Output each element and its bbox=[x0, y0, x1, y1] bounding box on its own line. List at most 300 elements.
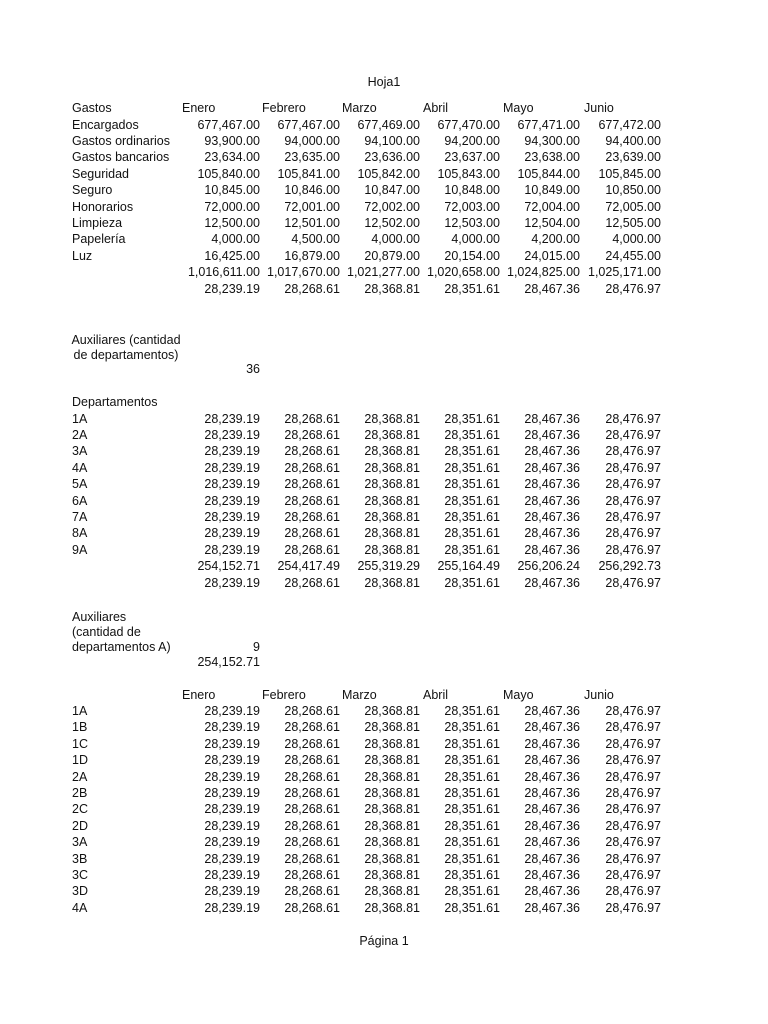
auxiliares-a-label-line1: Auxiliares bbox=[72, 610, 127, 624]
unit-row bbox=[0, 818, 768, 834]
cell-value: 28,239.19 bbox=[204, 526, 260, 541]
cell-value: 105,840.00 bbox=[197, 166, 260, 181]
cell-value: 677,467.00 bbox=[197, 117, 260, 132]
gastos-row bbox=[0, 231, 768, 247]
cell-value: 28,239.19 bbox=[204, 704, 260, 718]
cell-value: 20,879.00 bbox=[364, 248, 420, 263]
cell-value: 105,844.00 bbox=[517, 166, 580, 181]
cell-value: 94,200.00 bbox=[444, 133, 500, 148]
cell-value: 28,467.36 bbox=[524, 900, 580, 915]
cell-value: 1,024,825.00 bbox=[507, 265, 580, 280]
cell-value: 4,000.00 bbox=[211, 232, 260, 247]
cell-value: 28,351.61 bbox=[444, 884, 500, 899]
cell-value: 28,467.36 bbox=[524, 884, 580, 899]
cell-value: 28,351.61 bbox=[444, 427, 500, 442]
departamento-row bbox=[0, 476, 768, 492]
month-header: Junio bbox=[584, 101, 614, 115]
cell-value: 28,467.36 bbox=[524, 720, 580, 735]
cell-value: 4,000.00 bbox=[451, 232, 500, 247]
cell-value: 28,368.81 bbox=[364, 884, 420, 899]
cell-value: 28,351.61 bbox=[444, 900, 500, 915]
row-label: 1C bbox=[72, 736, 88, 751]
cell-value: 23,635.00 bbox=[284, 150, 340, 165]
departamento-row bbox=[0, 558, 768, 574]
row-label: 1B bbox=[72, 720, 88, 735]
cell-value: 28,368.81 bbox=[364, 477, 420, 492]
cell-value: 20,154.00 bbox=[444, 248, 500, 263]
departamento-row bbox=[0, 542, 768, 558]
cell-value: 28,239.19 bbox=[204, 786, 260, 800]
page-footer: Página 1 bbox=[359, 934, 409, 948]
cell-value: 28,239.19 bbox=[204, 753, 260, 768]
cell-value: 28,476.97 bbox=[605, 802, 661, 817]
cell-value: 28,368.81 bbox=[364, 736, 420, 751]
cell-value: 28,268.61 bbox=[284, 851, 340, 866]
cell-value: 72,004.00 bbox=[524, 199, 580, 214]
cell-value: 28,476.97 bbox=[605, 736, 661, 751]
cell-value: 28,368.81 bbox=[364, 868, 420, 882]
cell-value: 28,476.97 bbox=[605, 835, 661, 850]
cell-value: 4,000.00 bbox=[371, 232, 420, 247]
cell-value: 28,268.61 bbox=[284, 835, 340, 850]
gastos-row bbox=[0, 149, 768, 165]
departamento-row bbox=[0, 443, 768, 459]
cell-value: 677,470.00 bbox=[437, 117, 500, 132]
cell-value: 28,239.19 bbox=[204, 575, 260, 590]
auxiliares-a-value: 9 bbox=[253, 639, 260, 654]
cell-value: 28,351.61 bbox=[444, 444, 500, 459]
cell-value: 28,268.61 bbox=[284, 753, 340, 768]
cell-value: 28,239.19 bbox=[204, 802, 260, 817]
cell-value: 677,471.00 bbox=[517, 117, 580, 132]
cell-value: 12,501.00 bbox=[284, 215, 340, 230]
cell-value: 28,368.81 bbox=[364, 526, 420, 541]
row-label: 1A bbox=[72, 704, 88, 718]
cell-value: 105,845.00 bbox=[598, 166, 661, 181]
cell-value: 28,239.19 bbox=[204, 835, 260, 850]
cell-value: 28,368.81 bbox=[364, 704, 420, 718]
month-header: Febrero bbox=[262, 687, 306, 702]
cell-value: 10,849.00 bbox=[524, 183, 580, 198]
cell-value: 28,351.61 bbox=[444, 542, 500, 557]
cell-value: 28,467.36 bbox=[524, 477, 580, 492]
cell-value: 28,351.61 bbox=[444, 868, 500, 882]
cell-value: 10,848.00 bbox=[444, 183, 500, 198]
row-label: Seguridad bbox=[72, 166, 129, 181]
cell-value: 28,476.97 bbox=[605, 281, 661, 296]
auxiliares-a-label-line3: departamentos A) bbox=[72, 639, 171, 654]
cell-value: 16,425.00 bbox=[204, 248, 260, 263]
cell-value: 28,467.36 bbox=[524, 835, 580, 850]
cell-value: 28,351.61 bbox=[444, 493, 500, 508]
cell-value: 10,845.00 bbox=[204, 183, 260, 198]
auxiliares-a-total: 254,152.71 bbox=[197, 655, 260, 669]
cell-value: 23,637.00 bbox=[444, 150, 500, 165]
cell-value: 72,002.00 bbox=[364, 199, 420, 214]
cell-value: 23,636.00 bbox=[364, 150, 420, 165]
row-label: 9A bbox=[72, 542, 88, 557]
month-header: Marzo bbox=[342, 101, 377, 115]
cell-value: 10,850.00 bbox=[605, 183, 661, 198]
cell-value: 94,400.00 bbox=[605, 133, 661, 148]
month-header: Enero bbox=[182, 101, 216, 115]
gastos-header-row bbox=[0, 100, 768, 116]
cell-value: 28,351.61 bbox=[444, 786, 500, 800]
cell-value: 28,268.61 bbox=[284, 460, 340, 475]
unit-row bbox=[0, 769, 768, 785]
cell-value: 28,239.19 bbox=[204, 281, 260, 296]
row-label: 7A bbox=[72, 509, 88, 524]
cell-value: 28,351.61 bbox=[444, 753, 500, 768]
cell-value: 1,025,171.00 bbox=[588, 265, 661, 280]
unit-row bbox=[0, 719, 768, 735]
cell-value: 12,502.00 bbox=[364, 215, 420, 230]
cell-value: 94,000.00 bbox=[284, 133, 340, 148]
row-label: 3A bbox=[72, 444, 88, 459]
month-header: Enero bbox=[182, 687, 216, 702]
cell-value: 12,500.00 bbox=[204, 215, 260, 230]
row-label: 1D bbox=[72, 753, 88, 768]
cell-value: 28,268.61 bbox=[284, 493, 340, 508]
cell-value: 28,368.81 bbox=[364, 509, 420, 524]
gastos-row bbox=[0, 166, 768, 182]
cell-value: 24,015.00 bbox=[524, 248, 580, 263]
cell-value: 28,467.36 bbox=[524, 736, 580, 751]
unit-row bbox=[0, 752, 768, 768]
cell-value: 28,239.19 bbox=[204, 411, 260, 426]
cell-value: 72,001.00 bbox=[284, 199, 340, 214]
departamento-row bbox=[0, 427, 768, 443]
cell-value: 28,476.97 bbox=[605, 542, 661, 557]
cell-value: 28,351.61 bbox=[444, 281, 500, 296]
cell-value: 28,467.36 bbox=[524, 281, 580, 296]
cell-value: 28,239.19 bbox=[204, 720, 260, 735]
row-label: Gastos bancarios bbox=[72, 150, 170, 165]
cell-value: 28,368.81 bbox=[364, 281, 420, 296]
cell-value: 28,351.61 bbox=[444, 477, 500, 492]
departamento-row bbox=[0, 460, 768, 476]
units-header-row bbox=[0, 687, 768, 703]
row-label: Honorarios bbox=[72, 199, 134, 214]
cell-value: 28,239.19 bbox=[204, 868, 260, 882]
cell-value: 28,239.19 bbox=[204, 477, 260, 492]
cell-value: 28,476.97 bbox=[605, 769, 661, 784]
gastos-row bbox=[0, 199, 768, 215]
cell-value: 1,021,277.00 bbox=[347, 265, 420, 280]
cell-value: 10,846.00 bbox=[284, 183, 340, 198]
month-header: Mayo bbox=[503, 101, 534, 115]
auxiliares-a-label-line2: (cantidad de bbox=[72, 625, 141, 639]
departamentos-header-label: Departamentos bbox=[72, 395, 158, 409]
cell-value: 28,467.36 bbox=[524, 509, 580, 524]
cell-value: 28,476.97 bbox=[605, 444, 661, 459]
cell-value: 105,841.00 bbox=[277, 166, 340, 181]
row-label: Encargados bbox=[72, 117, 139, 132]
unit-row bbox=[0, 703, 768, 719]
cell-value: 28,368.81 bbox=[364, 720, 420, 735]
month-header: Marzo bbox=[342, 687, 377, 702]
unit-row bbox=[0, 883, 768, 899]
cell-value: 28,239.19 bbox=[204, 769, 260, 784]
cell-value: 28,268.61 bbox=[284, 526, 340, 541]
cell-value: 28,351.61 bbox=[444, 411, 500, 426]
cell-value: 105,842.00 bbox=[357, 166, 420, 181]
month-header: Mayo bbox=[503, 687, 534, 702]
cell-value: 28,368.81 bbox=[364, 493, 420, 508]
cell-value: 28,351.61 bbox=[444, 704, 500, 718]
cell-value: 28,351.61 bbox=[444, 802, 500, 817]
cell-value: 677,467.00 bbox=[277, 117, 340, 132]
cell-value: 28,268.61 bbox=[284, 769, 340, 784]
cell-value: 256,206.24 bbox=[517, 559, 580, 574]
cell-value: 28,368.81 bbox=[364, 427, 420, 442]
cell-value: 255,164.49 bbox=[437, 559, 500, 574]
cell-value: 256,292.73 bbox=[598, 559, 661, 574]
cell-value: 4,500.00 bbox=[291, 232, 340, 247]
cell-value: 28,351.61 bbox=[444, 526, 500, 541]
cell-value: 12,505.00 bbox=[605, 215, 661, 230]
cell-value: 28,476.97 bbox=[605, 575, 661, 590]
cell-value: 28,239.19 bbox=[204, 444, 260, 459]
cell-value: 28,368.81 bbox=[364, 542, 420, 557]
cell-value: 93,900.00 bbox=[204, 133, 260, 148]
row-label: Limpieza bbox=[72, 215, 123, 230]
cell-value: 28,268.61 bbox=[284, 542, 340, 557]
cell-value: 105,843.00 bbox=[437, 166, 500, 181]
cell-value: 254,417.49 bbox=[277, 559, 340, 574]
row-label: 2A bbox=[72, 769, 88, 784]
sheet-title: Hoja1 bbox=[367, 75, 401, 89]
cell-value: 28,368.81 bbox=[364, 900, 420, 915]
cell-value: 28,476.97 bbox=[605, 900, 661, 915]
gastos-header-label: Gastos bbox=[72, 101, 112, 115]
cell-value: 28,268.61 bbox=[284, 477, 340, 492]
cell-value: 72,005.00 bbox=[605, 199, 661, 214]
cell-value: 28,351.61 bbox=[444, 720, 500, 735]
month-header: Abril bbox=[423, 687, 449, 702]
cell-value: 28,351.61 bbox=[444, 575, 500, 590]
cell-value: 28,368.81 bbox=[364, 818, 420, 833]
cell-value: 677,472.00 bbox=[598, 117, 661, 132]
cell-value: 28,368.81 bbox=[364, 769, 420, 784]
cell-value: 28,351.61 bbox=[444, 818, 500, 833]
cell-value: 28,467.36 bbox=[524, 818, 580, 833]
cell-value: 254,152.71 bbox=[197, 559, 260, 574]
cell-value: 28,476.97 bbox=[605, 884, 661, 899]
cell-value: 28,239.19 bbox=[204, 818, 260, 833]
cell-value: 677,469.00 bbox=[357, 117, 420, 132]
cell-value: 28,467.36 bbox=[524, 427, 580, 442]
month-header: Febrero bbox=[262, 101, 306, 115]
cell-value: 28,268.61 bbox=[284, 786, 340, 800]
cell-value: 28,268.61 bbox=[284, 900, 340, 915]
cell-value: 28,268.61 bbox=[284, 818, 340, 833]
departamento-row bbox=[0, 575, 768, 591]
auxiliares-departamentos-value: 36 bbox=[246, 362, 260, 376]
gastos-row bbox=[0, 215, 768, 231]
cell-value: 16,879.00 bbox=[284, 248, 340, 263]
cell-value: 28,368.81 bbox=[364, 460, 420, 475]
month-header: Junio bbox=[584, 687, 614, 702]
row-label: 3B bbox=[72, 851, 88, 866]
departamento-row bbox=[0, 509, 768, 525]
cell-value: 28,467.36 bbox=[524, 460, 580, 475]
unit-row bbox=[0, 851, 768, 867]
cell-value: 28,467.36 bbox=[524, 526, 580, 541]
month-header: Abril bbox=[423, 101, 449, 115]
cell-value: 28,351.61 bbox=[444, 851, 500, 866]
cell-value: 28,239.19 bbox=[204, 427, 260, 442]
row-label: Luz bbox=[72, 248, 93, 263]
cell-value: 28,368.81 bbox=[364, 835, 420, 850]
cell-value: 1,020,658.00 bbox=[427, 265, 500, 280]
cell-value: 28,239.19 bbox=[204, 542, 260, 557]
cell-value: 28,476.97 bbox=[605, 868, 661, 882]
row-label: 4A bbox=[72, 900, 88, 915]
cell-value: 28,476.97 bbox=[605, 753, 661, 768]
cell-value: 28,467.36 bbox=[524, 753, 580, 768]
cell-value: 1,016,611.00 bbox=[187, 265, 260, 280]
gastos-row bbox=[0, 264, 768, 280]
cell-value: 28,268.61 bbox=[284, 411, 340, 426]
cell-value: 23,634.00 bbox=[204, 150, 260, 165]
cell-value: 28,239.19 bbox=[204, 493, 260, 508]
cell-value: 28,467.36 bbox=[524, 575, 580, 590]
unit-row bbox=[0, 900, 768, 916]
unit-row bbox=[0, 736, 768, 752]
row-label: 3A bbox=[72, 835, 88, 850]
row-label: 2B bbox=[72, 786, 88, 800]
row-label: 3D bbox=[72, 884, 88, 899]
gastos-row bbox=[0, 248, 768, 264]
cell-value: 28,467.36 bbox=[524, 444, 580, 459]
cell-value: 23,639.00 bbox=[605, 150, 661, 165]
departamento-row bbox=[0, 411, 768, 427]
cell-value: 28,467.36 bbox=[524, 769, 580, 784]
cell-value: 28,476.97 bbox=[605, 786, 661, 800]
cell-value: 255,319.29 bbox=[357, 559, 420, 574]
cell-value: 28,368.81 bbox=[364, 851, 420, 866]
cell-value: 28,268.61 bbox=[284, 575, 340, 590]
cell-value: 28,368.81 bbox=[364, 786, 420, 800]
row-label: 8A bbox=[72, 526, 88, 541]
auxiliares-departamentos-label: Auxiliares (cantidad de departamentos) bbox=[71, 333, 181, 362]
cell-value: 28,239.19 bbox=[204, 736, 260, 751]
cell-value: 28,476.97 bbox=[605, 493, 661, 508]
cell-value: 28,268.61 bbox=[284, 704, 340, 718]
cell-value: 72,000.00 bbox=[204, 199, 260, 214]
cell-value: 28,368.81 bbox=[364, 802, 420, 817]
cell-value: 28,351.61 bbox=[444, 736, 500, 751]
cell-value: 28,368.81 bbox=[364, 753, 420, 768]
cell-value: 28,476.97 bbox=[605, 477, 661, 492]
cell-value: 28,239.19 bbox=[204, 900, 260, 915]
cell-value: 28,467.36 bbox=[524, 704, 580, 718]
cell-value: 23,638.00 bbox=[524, 150, 580, 165]
row-label: 4A bbox=[72, 460, 88, 475]
cell-value: 94,100.00 bbox=[364, 133, 420, 148]
cell-value: 28,268.61 bbox=[284, 868, 340, 882]
cell-value: 28,268.61 bbox=[284, 736, 340, 751]
cell-value: 28,268.61 bbox=[284, 281, 340, 296]
cell-value: 28,467.36 bbox=[524, 411, 580, 426]
row-label: 1A bbox=[72, 411, 88, 426]
row-label: 5A bbox=[72, 477, 88, 492]
row-label: Seguro bbox=[72, 183, 113, 198]
gastos-row bbox=[0, 117, 768, 133]
gastos-row bbox=[0, 281, 768, 297]
row-label: 2D bbox=[72, 818, 88, 833]
cell-value: 1,017,670.00 bbox=[267, 265, 340, 280]
cell-value: 28,268.61 bbox=[284, 884, 340, 899]
cell-value: 28,268.61 bbox=[284, 444, 340, 459]
cell-value: 28,268.61 bbox=[284, 720, 340, 735]
cell-value: 28,351.61 bbox=[444, 460, 500, 475]
row-label: Gastos ordinarios bbox=[72, 133, 170, 148]
cell-value: 12,503.00 bbox=[444, 215, 500, 230]
cell-value: 28,467.36 bbox=[524, 868, 580, 882]
cell-value: 28,476.97 bbox=[605, 460, 661, 475]
row-label: 6A bbox=[72, 493, 88, 508]
cell-value: 28,467.36 bbox=[524, 542, 580, 557]
cell-value: 28,368.81 bbox=[364, 411, 420, 426]
cell-value: 28,239.19 bbox=[204, 851, 260, 866]
cell-value: 28,239.19 bbox=[204, 884, 260, 899]
cell-value: 28,351.61 bbox=[444, 769, 500, 784]
cell-value: 28,351.61 bbox=[444, 509, 500, 524]
cell-value: 28,476.97 bbox=[605, 851, 661, 866]
gastos-row bbox=[0, 182, 768, 198]
cell-value: 28,476.97 bbox=[605, 509, 661, 524]
cell-value: 28,368.81 bbox=[364, 575, 420, 590]
cell-value: 28,476.97 bbox=[605, 720, 661, 735]
cell-value: 28,476.97 bbox=[605, 427, 661, 442]
cell-value: 24,455.00 bbox=[605, 248, 661, 263]
cell-value: 28,268.61 bbox=[284, 802, 340, 817]
departamento-row bbox=[0, 525, 768, 541]
cell-value: 28,476.97 bbox=[605, 411, 661, 426]
cell-value: 4,200.00 bbox=[531, 232, 580, 247]
cell-value: 28,268.61 bbox=[284, 509, 340, 524]
cell-value: 28,467.36 bbox=[524, 851, 580, 866]
cell-value: 28,467.36 bbox=[524, 493, 580, 508]
cell-value: 28,476.97 bbox=[605, 818, 661, 833]
cell-value: 28,467.36 bbox=[524, 786, 580, 800]
row-label: 2A bbox=[72, 427, 88, 442]
gastos-row bbox=[0, 133, 768, 149]
cell-value: 28,476.97 bbox=[605, 526, 661, 541]
cell-value: 4,000.00 bbox=[612, 232, 661, 247]
cell-value: 28,351.61 bbox=[444, 835, 500, 850]
cell-value: 28,368.81 bbox=[364, 444, 420, 459]
row-label: 2C bbox=[72, 802, 88, 817]
cell-value: 28,239.19 bbox=[204, 509, 260, 524]
unit-row bbox=[0, 785, 768, 801]
cell-value: 10,847.00 bbox=[364, 183, 420, 198]
cell-value: 28,239.19 bbox=[204, 460, 260, 475]
row-label: 3C bbox=[72, 868, 88, 882]
cell-value: 94,300.00 bbox=[524, 133, 580, 148]
cell-value: 28,476.97 bbox=[605, 704, 661, 718]
cell-value: 72,003.00 bbox=[444, 199, 500, 214]
cell-value: 28,268.61 bbox=[284, 427, 340, 442]
row-label: Papelería bbox=[72, 232, 126, 247]
unit-row bbox=[0, 801, 768, 817]
unit-row bbox=[0, 867, 768, 883]
departamento-row bbox=[0, 493, 768, 509]
cell-value: 12,504.00 bbox=[524, 215, 580, 230]
cell-value: 28,467.36 bbox=[524, 802, 580, 817]
